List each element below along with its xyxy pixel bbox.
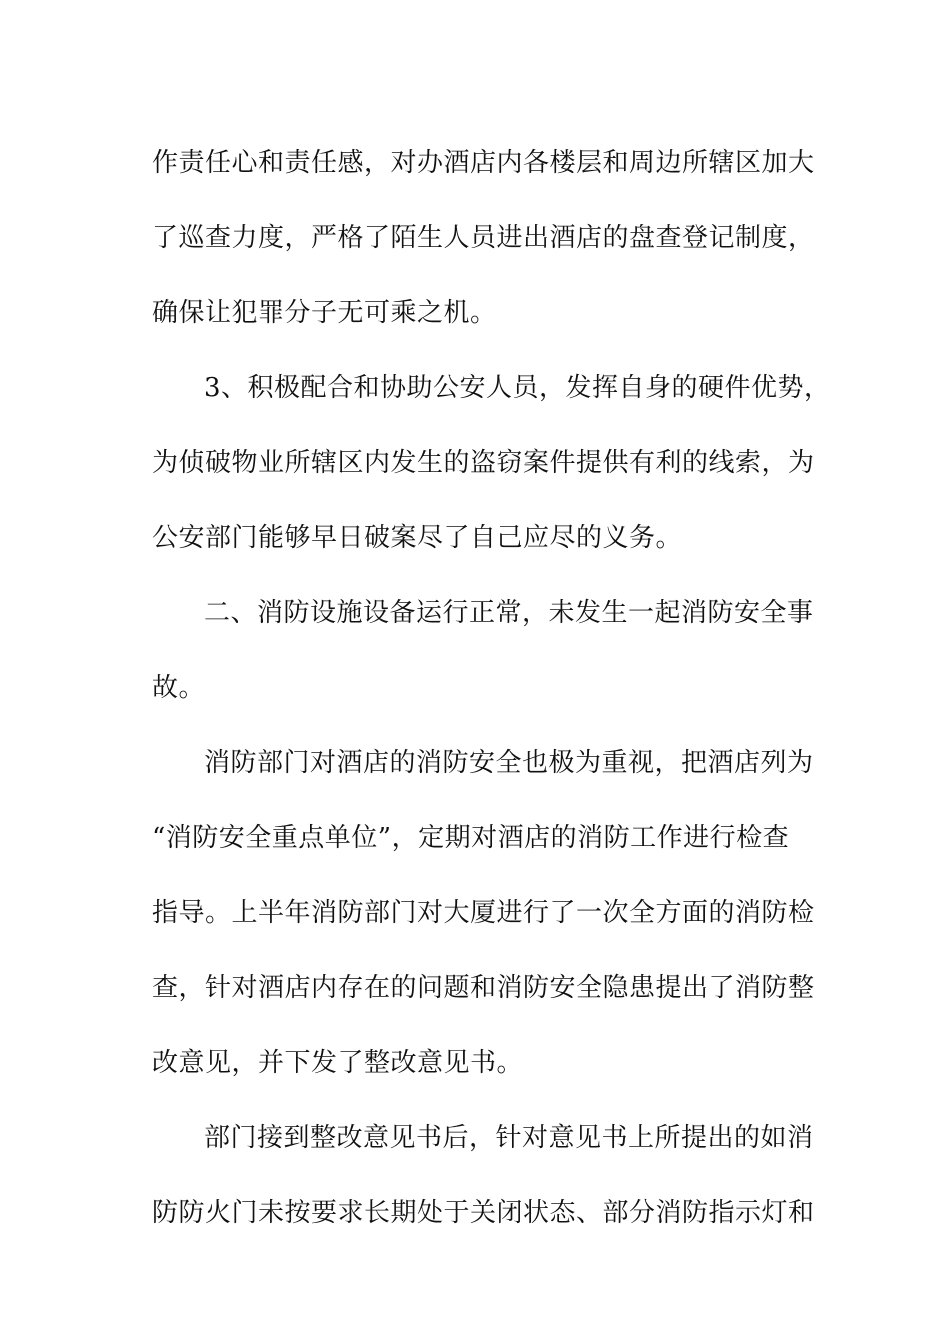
text-line: “消防安全重点单位”，定期对酒店的消防工作进行检查 (152, 823, 790, 853)
paragraph-start-line: 部门接到整改意见书后，针对意见书上所提出的如消 (204, 1123, 814, 1153)
text-line: 作责任心和责任感，对办酒店内各楼层和周边所辖区加大 (152, 148, 815, 178)
text-line: 了巡查力度，严格了陌生人员进出酒店的盘查登记制度， (152, 223, 815, 253)
paragraph-start-line: 3、积极配合和协助公安人员，发挥自身的硬件优势， (204, 373, 831, 403)
text-line: 查，针对酒店内存在的问题和消防安全隐患提出了消防整 (152, 973, 815, 1003)
section-heading-line: 二、消防设施设备运行正常，未发生一起消防安全事 (204, 598, 814, 628)
text-line: 防防火门未按要求长期处于关闭状态、部分消防指示灯和 (152, 1198, 815, 1228)
text-line: 指导。上半年消防部门对大厦进行了一次全方面的消防检 (152, 898, 815, 928)
paragraph-start-line: 消防部门对酒店的消防安全也极为重视，把酒店列为 (204, 748, 814, 778)
text-line: 确保让犯罪分子无可乘之机。 (152, 298, 497, 328)
section-heading-line: 故。 (152, 673, 206, 703)
text-line: 为侦破物业所辖区内发生的盗窃案件提供有利的线索，为 (152, 448, 815, 478)
text-line: 公安部门能够早日破案尽了自己应尽的义务。 (152, 523, 683, 553)
document-body (152, 126, 831, 1251)
text-line: 改意见，并下发了整改意见书。 (152, 1048, 524, 1078)
